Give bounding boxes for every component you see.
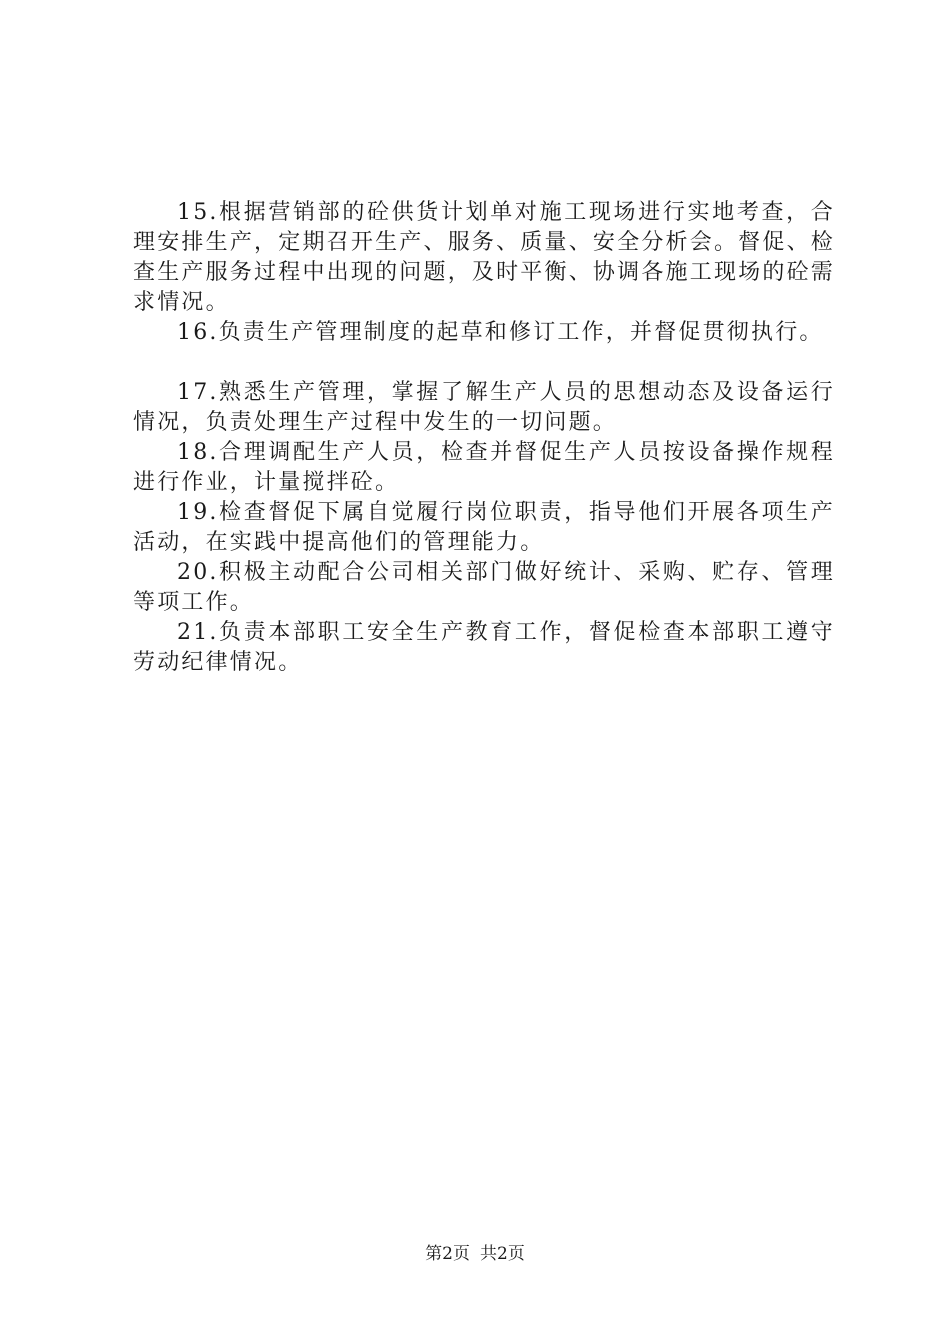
paragraph-21: 21.负责本部职工安全生产教育工作，督促检查本部职工遵守劳动纪律情况。 [133,620,835,675]
page-footer [0,1242,950,1266]
paragraph-17: 17.熟悉生产管理，掌握了解生产人员的思想动态及设备运行情况，负责处理生产过程中发生的一切问题。 [133,380,835,435]
paragraph-15: 15.根据营销部的砼供货计划单对施工现场进行实地考查，合理安排生产，定期召开生产、服务、质量、安全分析会。督促、检查生产服务过程中出现的问题，及时平衡、协调各施工现场的砼需求情况。 [133,200,835,315]
page-number-total: 共2页 [480,1244,525,1264]
paragraph-19: 19.检查督促下属自觉履行岗位职责，指导他们开展各项生产活动，在实践中提高他们的管理能力。 [133,500,835,555]
paragraph-16: 16.负责生产管理制度的起草和修订工作，并督促贯彻执行。 [177,320,824,345]
paragraph-20: 20.积极主动配合公司相关部门做好统计、采购、贮存、管理等项工作。 [133,560,835,615]
document-body [133,198,835,678]
page-number-current: 第2页 [425,1244,470,1264]
paragraph-18: 18.合理调配生产人员，检查并督促生产人员按设备操作规程进行作业，计量搅拌砼。 [133,440,835,495]
